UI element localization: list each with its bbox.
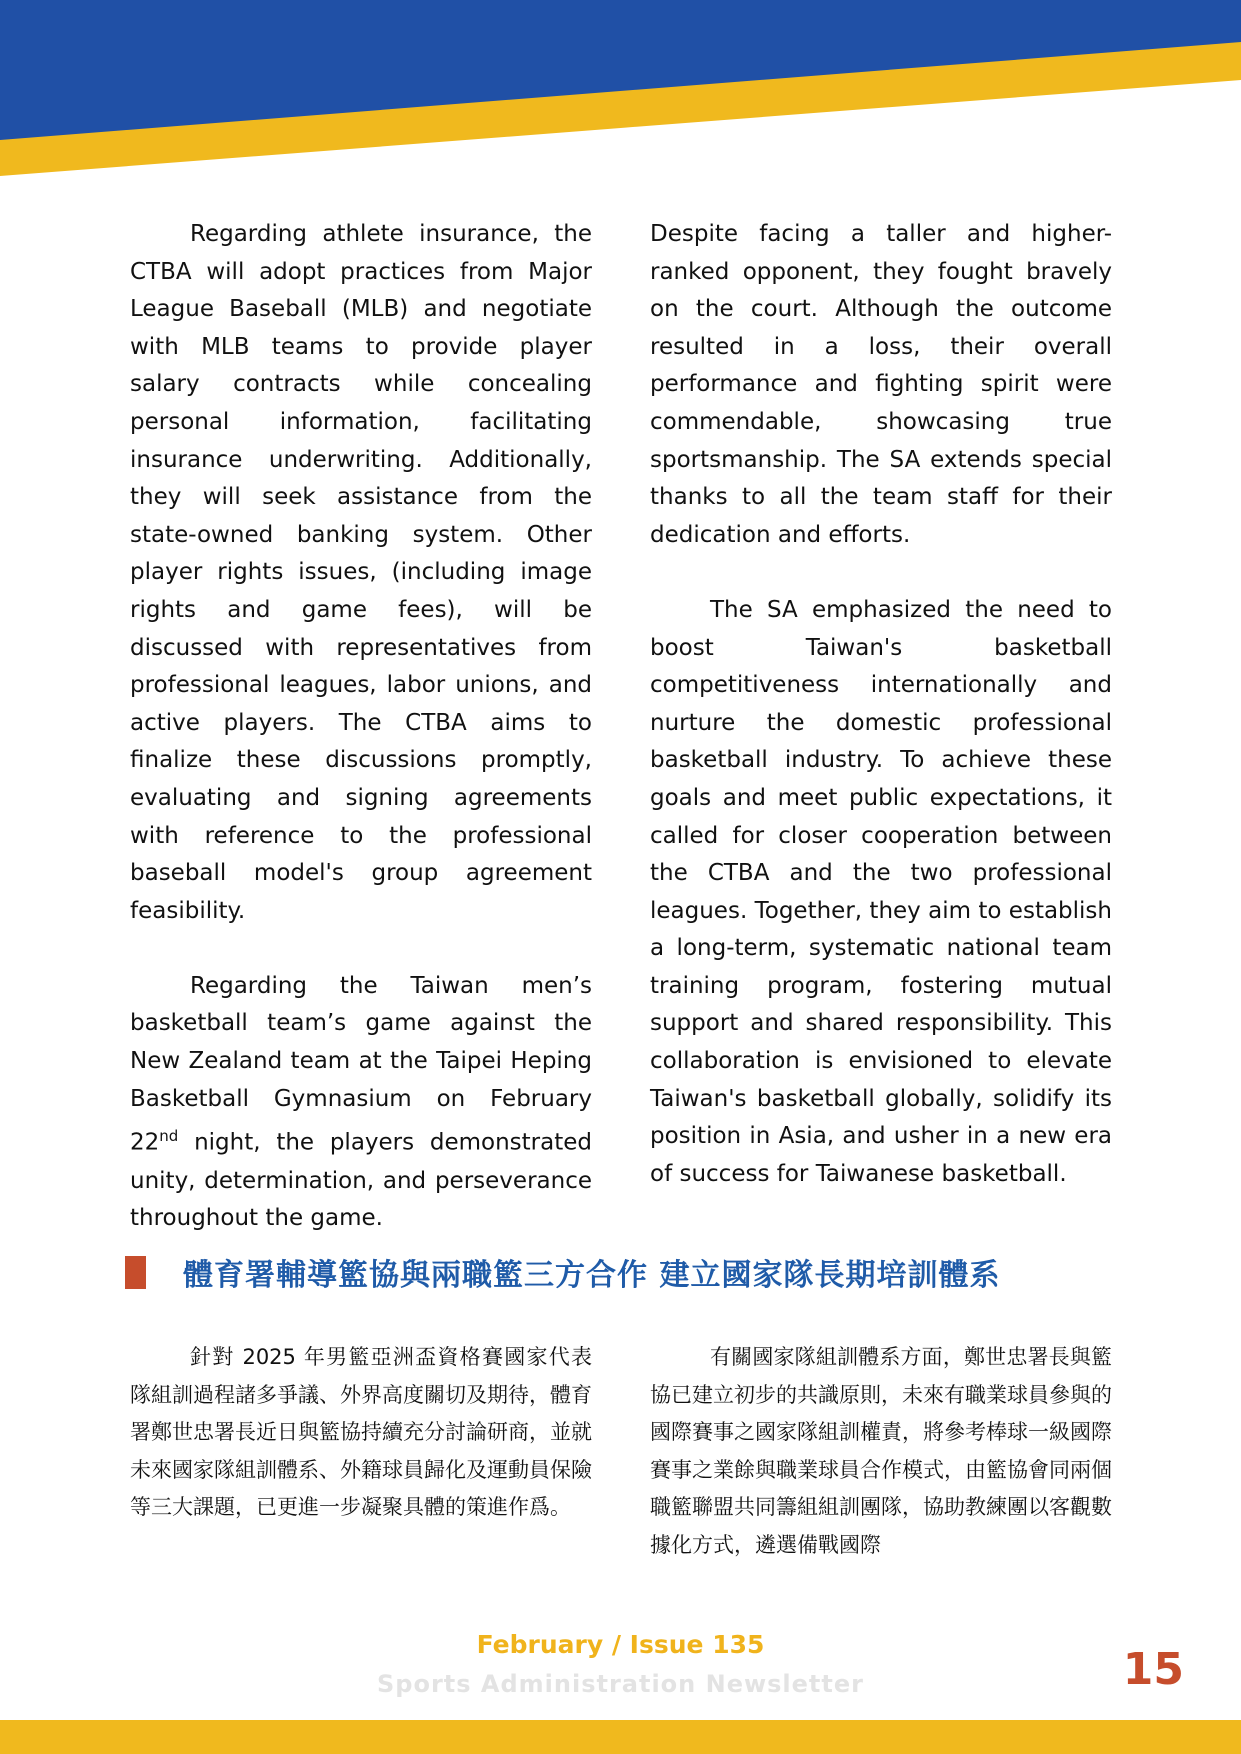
paragraph-performance: Despite facing a taller and higher-ranked opponent, they fought bravely on the court. Although the outcome resulted in a loss, their overall performance and fighting spirit were commendable, showcasing true sportsmanship. The SA extends special thanks to all the team staff for their dedication and efforts. [650,221,1112,548]
paragraph-text: night, the players demonstrated unity, determination, and perseverance throughout the game. [130,1129,592,1232]
chinese-section-heading: 體育署輔導籃協與兩職籃三方合作 建立國家隊長期培訓體系 [183,1258,1001,1293]
english-left-column [130,216,592,1238]
footer-bar [0,1720,1241,1754]
footer-newsletter-name: Sports Administration Newsletter [376,1670,864,1698]
page-number: 15 [1122,1644,1184,1695]
chinese-right-paragraph: 有關國家隊組訓體系方面，鄭世忠署長與籃協已建立初步的共識原則，未來有職業球員參與的國際賽事之國家隊組訓權責，將參考棒球一級國際賽事之業餘與職業球員合作模式，由籃協會同兩個職籃聯盟共同籌組組訓團隊，協助教練團以客觀數據化方式，遴選備戰國際 [650,1345,1112,1557]
ordinal-suffix: nd [159,1127,179,1146]
english-right-column [650,216,1112,1193]
heading-marker [125,1256,146,1289]
chinese-left-paragraph: 針對 2025 年男籃亞洲盃資格賽國家代表隊組訓過程諸多爭議、外界高度關切及期待，體育署鄭世忠署長近日與籃協持續充分討論研商，並就未來國家隊組訓體系、外籍球員歸化及運動員保險等三大課題，已更進一步凝聚具體的策進作爲。 [130,1345,592,1520]
paragraph-text: Regarding the Taiwan men’s basketball team’s game against the New Zealand team at the Taipei Heping Basketball Gymnasium on February 22 [130,972,592,1156]
paragraph-athlete-insurance: Regarding athlete insurance, the CTBA will adopt practices from Major League Baseball (MLB) and negotiate with MLB teams to provide player salary contracts while concealing personal information, facilitating insurance underwriting. Additionally, they will seek assistance from the state-owned banking system. Other player rights issues, (including image rights and game fees), will be discussed with representatives from professional leagues, labor unions, and active players. The CTBA aims to finalize these discussions promptly, evaluating and signing agreements with reference to the professional baseball model's group agreement feasibility. [130,221,592,924]
header-banner [0,0,1241,200]
paragraph-competitiveness: The SA emphasized the need to boost Taiwan's basketball competitiveness internationally and nurture the domestic professional basketball industry. To achieve these goals and meet public expectations, it called for closer cooperation between the CTBA and the two professional leagues. Together, they aim to establish a long-term, systematic national team training program, fostering mutual support and shared responsibility. This collaboration is envisioned to elevate Taiwan's basketball globally, solidify its position in Asia, and usher in a new era of success for Taiwanese basketball. [650,596,1112,1187]
paragraph-new-zealand-game [130,968,592,1238]
footer-issue: February / Issue 135 [476,1630,765,1659]
